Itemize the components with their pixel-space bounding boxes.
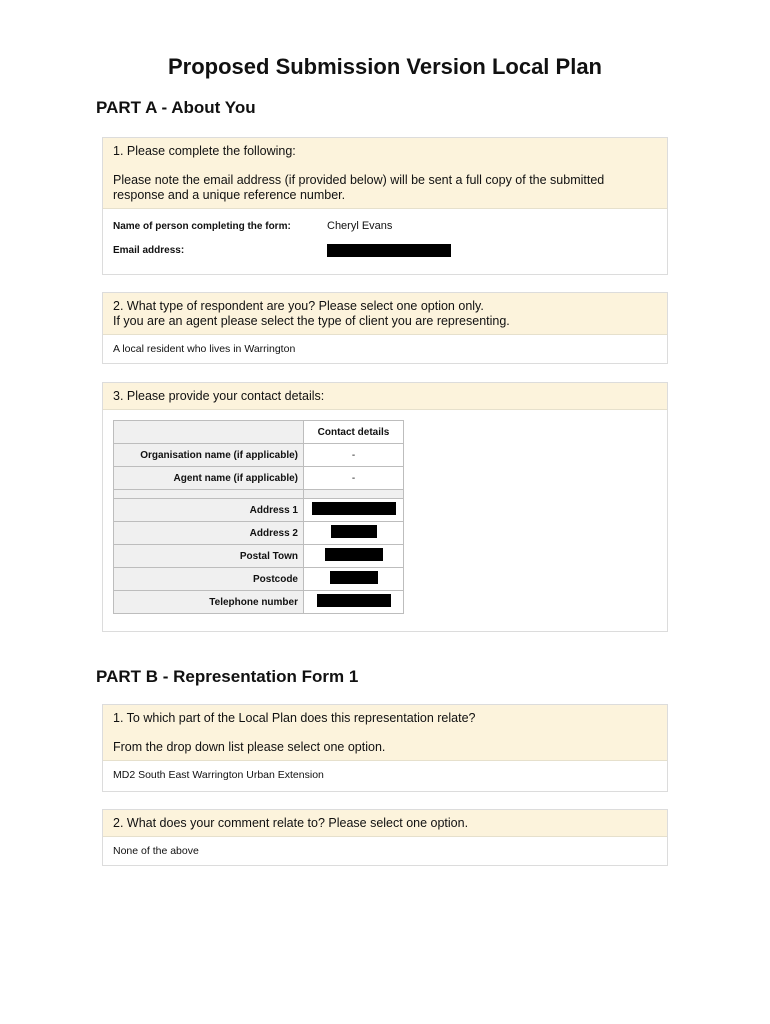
- question-note: If you are an agent please select the type of client you are representing.: [113, 314, 510, 328]
- row-label: Postal Town: [114, 545, 304, 568]
- question-note: From the drop down list please select one option.: [113, 740, 386, 754]
- question-text: 2. What type of respondent are you? Please select one option only.: [113, 299, 484, 313]
- question-text: 2. What does your comment relate to? Please select one option.: [113, 816, 469, 830]
- table-spacer-row: [114, 490, 404, 499]
- table-row: [114, 444, 404, 467]
- question-text: 3. Please provide your contact details:: [113, 389, 325, 403]
- name-label: Name of person completing the form:: [113, 220, 291, 232]
- row-value: -: [304, 467, 404, 490]
- part-b-question-2: [102, 809, 668, 866]
- question-note: Please note the email address (if provided below) will be sent a full copy of the submitted response and a unique reference number.: [113, 173, 605, 202]
- row-label: Address 1: [114, 499, 304, 522]
- row-label: Organisation name (if applicable): [114, 444, 304, 467]
- document-title: Proposed Submission Version Local Plan: [168, 54, 602, 79]
- question-header: [103, 810, 667, 837]
- part-a-heading: PART A - About You: [96, 98, 256, 117]
- part-a-question-2: [102, 292, 668, 364]
- part-b-heading: PART B - Representation Form 1: [96, 667, 359, 686]
- answer-text: None of the above: [113, 845, 199, 857]
- redaction-bar: [331, 525, 377, 538]
- answer-text: A local resident who lives in Warrington: [113, 343, 296, 355]
- row-label: Address 2: [114, 522, 304, 545]
- row-label: Agent name (if applicable): [114, 467, 304, 490]
- row-value: -: [304, 444, 404, 467]
- row-label: Telephone number: [114, 591, 304, 614]
- table-row: [114, 467, 404, 490]
- contact-details-table: [113, 420, 404, 614]
- question-text: 1. To which part of the Local Plan does this representation relate?: [113, 711, 476, 725]
- table-row: [114, 568, 404, 591]
- part-a-question-1: [102, 137, 668, 275]
- table-row: [114, 499, 404, 522]
- email-field-row: [113, 238, 657, 262]
- table-header-row: [114, 421, 404, 444]
- part-b-question-1: [102, 704, 668, 792]
- table-row: [114, 522, 404, 545]
- row-label: Postcode: [114, 568, 304, 591]
- email-redaction: [327, 244, 451, 257]
- column-header: Contact details: [304, 421, 404, 444]
- redaction-bar: [325, 548, 383, 561]
- name-value: Cheryl Evans: [327, 220, 393, 232]
- answer-text: MD2 South East Warrington Urban Extension: [113, 769, 324, 781]
- redaction-bar: [317, 594, 391, 607]
- name-field-row: [113, 214, 657, 238]
- question-text: 1. Please complete the following:: [113, 144, 296, 158]
- question-header: [103, 705, 667, 761]
- table-row: [114, 591, 404, 614]
- part-a-question-3: [102, 382, 668, 632]
- redaction-bar: [330, 571, 378, 584]
- question-header: [103, 383, 667, 410]
- email-label: Email address:: [113, 244, 185, 256]
- redaction-bar: [312, 502, 396, 515]
- question-header: [103, 293, 667, 335]
- table-row: [114, 545, 404, 568]
- question-header: [103, 138, 667, 209]
